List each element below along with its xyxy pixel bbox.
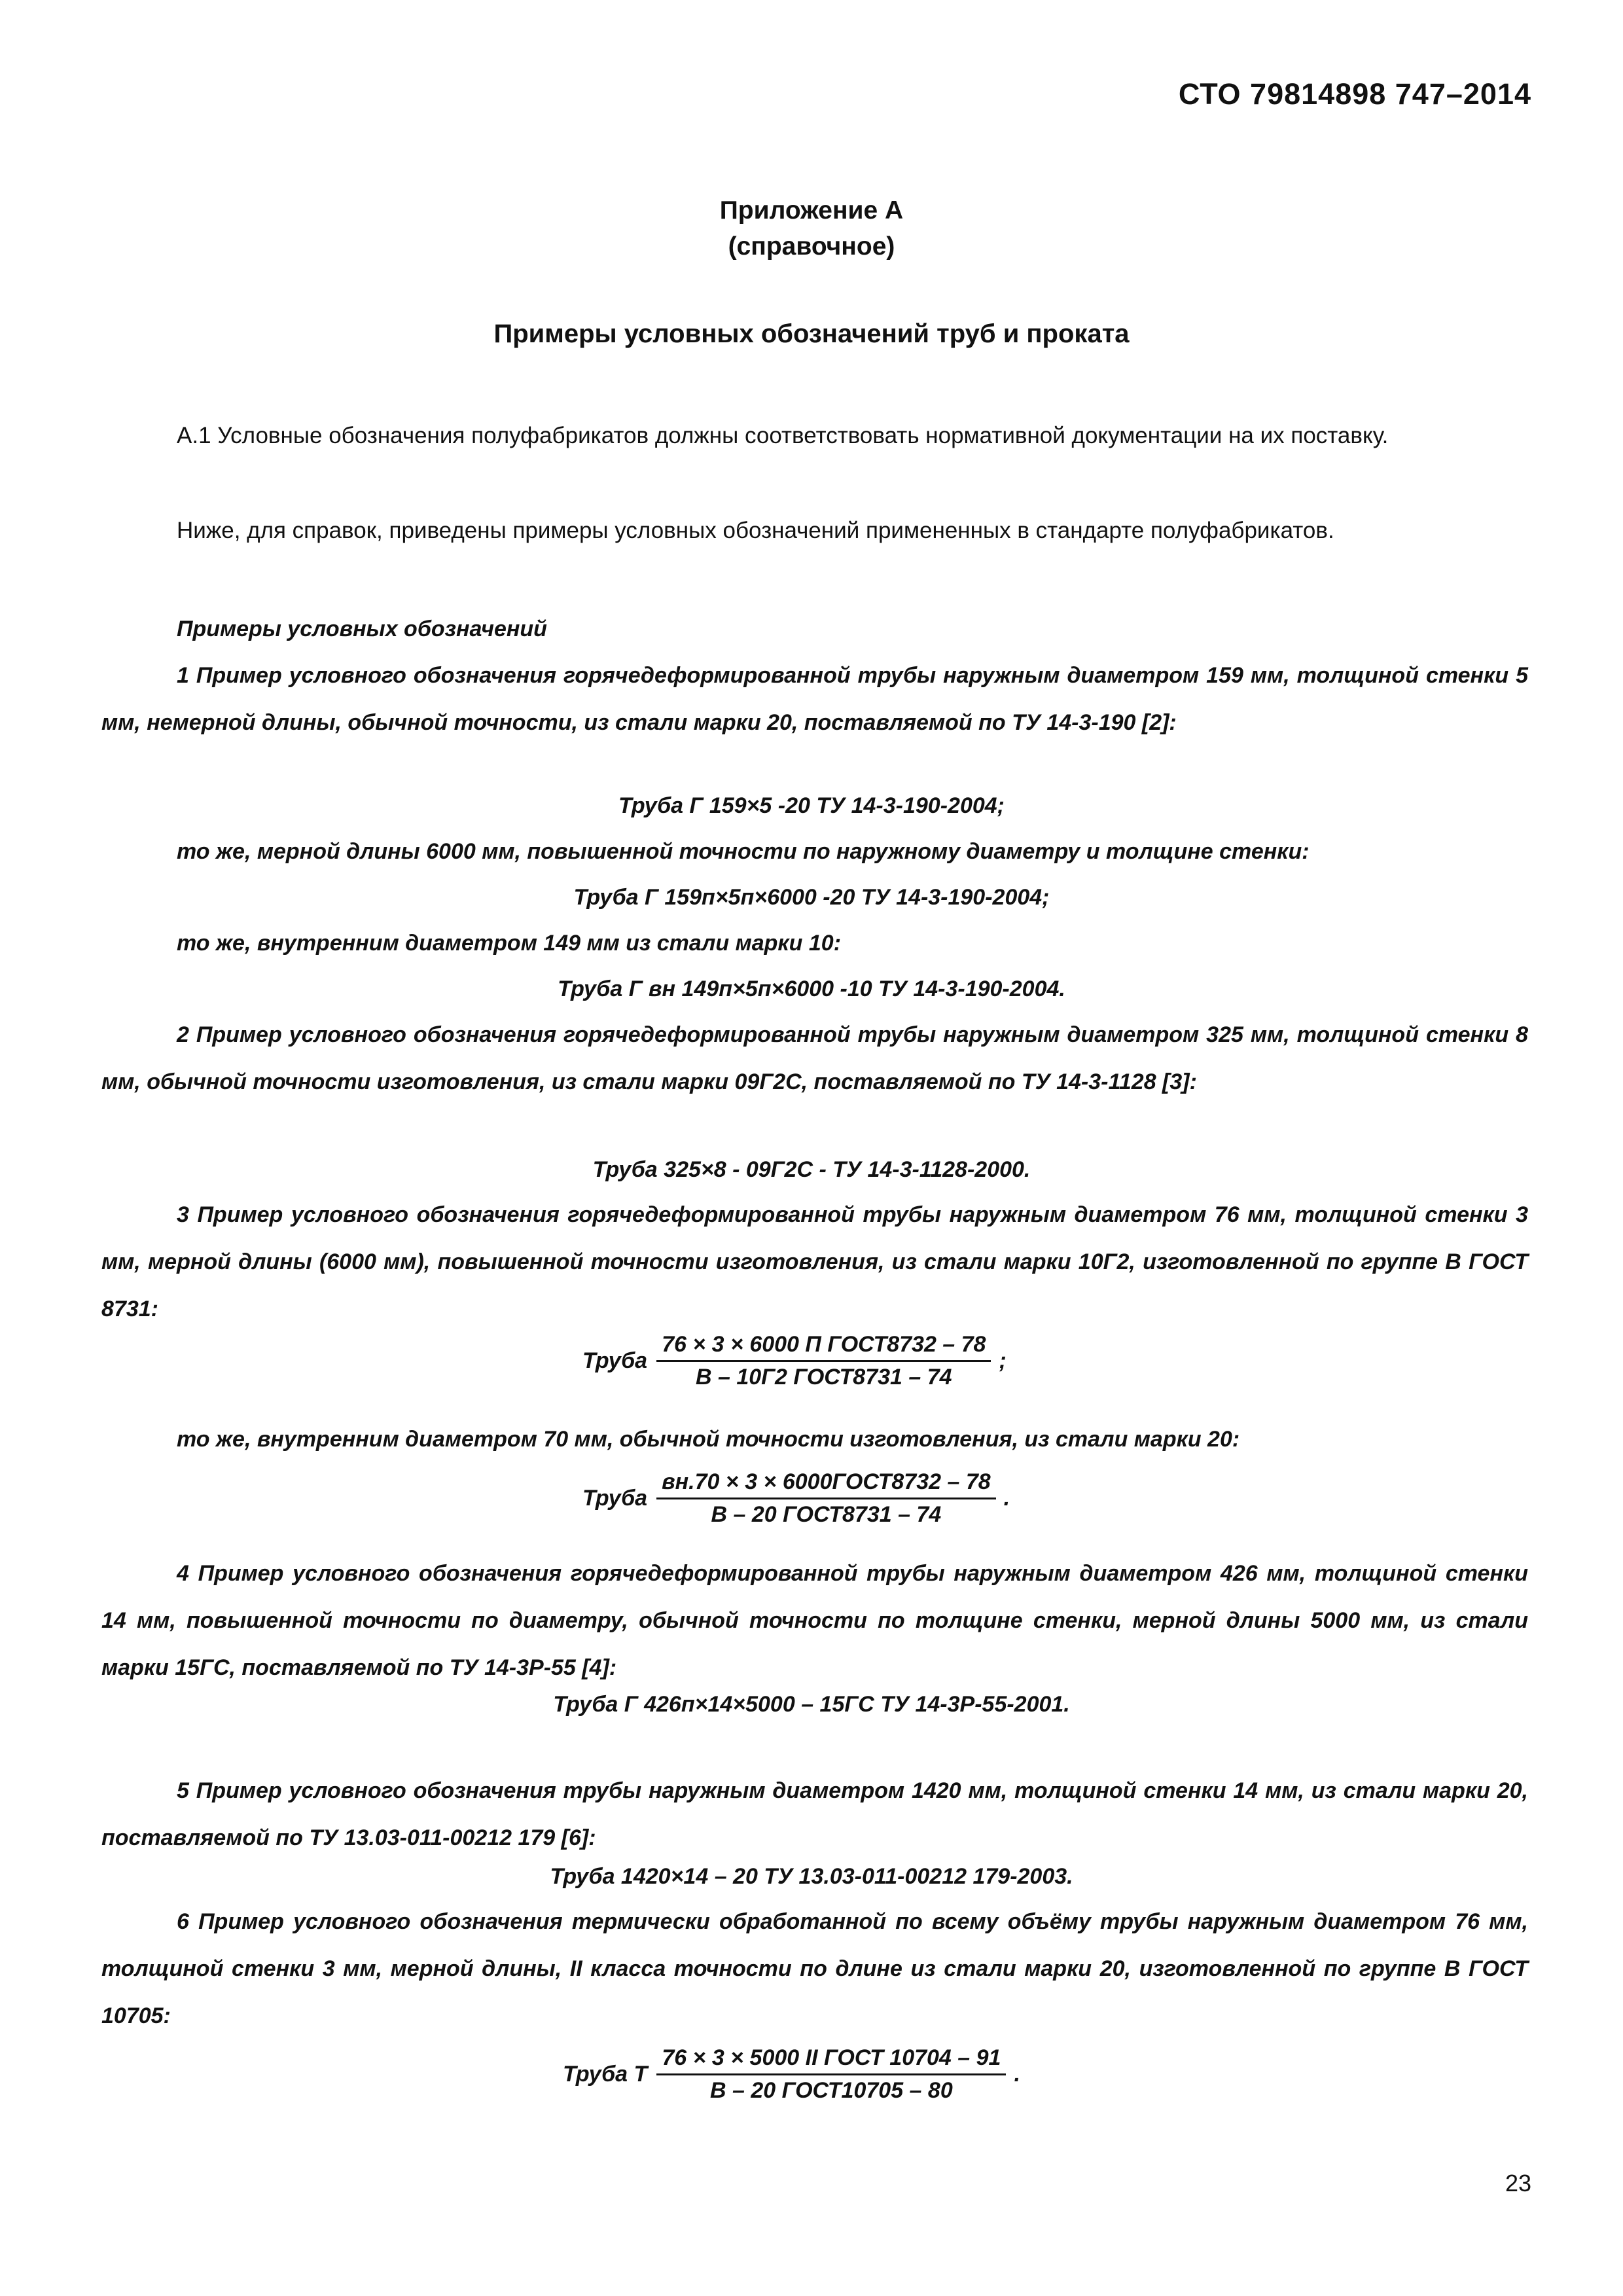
formula-label: Труба <box>582 1348 648 1373</box>
document-code: СТО 79814898 747–2014 <box>1178 77 1531 111</box>
fraction-denominator: В – 10Г2 ГОСТ8731 – 74 <box>696 1365 952 1390</box>
example-3-text: 3 Пример условного обозначения горячедеформированной трубы наружным диаметром 76 мм, толщиной стенки 3 мм, мерной длины (6000 мм), повышенной точности изготовления, из стали марки 10Г2, изготовленной по группе В ГОСТ 8731: <box>101 1202 1528 1321</box>
fraction-denominator: В – 20 ГОСТ8731 – 74 <box>711 1502 942 1527</box>
paragraph-a1: А.1 Условные обозначения полуфабрикатов должны соответствовать нормативной документации на их поставку. <box>177 423 1389 448</box>
example-4-designation: Труба Г 426п×14×5000 – 15ГС ТУ 14-3Р-55-2001. <box>553 1692 1070 1717</box>
fraction-denominator: В – 20 ГОСТ10705 – 80 <box>710 2078 953 2103</box>
example-1-designation-3: Труба Г вн 149п×5п×6000 -10 ТУ 14-3-190-2004. <box>558 977 1065 1001</box>
fraction <box>656 2045 1006 2104</box>
page-number: 23 <box>1505 2170 1531 2197</box>
fraction <box>656 1332 991 1390</box>
example-3-formula-2 <box>582 1469 1010 1528</box>
fraction-numerator: вн.70 × 3 × 6000ГОСТ8732 – 78 <box>656 1469 996 1499</box>
formula-terminator: . <box>1014 2062 1020 2087</box>
example-1-variant-3: то же, внутренним диаметром 149 мм из стали марки 10: <box>177 931 842 956</box>
example-1-variant-2: то же, мерной длины 6000 мм, повышенной точности по наружному диаметру и толщине стенки: <box>177 839 1310 864</box>
examples-heading: Примеры условных обозначений <box>177 617 547 641</box>
example-1-text: 1 Пример условного обозначения горячедеформированной трубы наружным диаметром 159 мм, толщиной стенки 5 мм, немерной длины, обычной точности, из стали марки 20, поставляемой по ТУ 14-3-190 [2]: <box>101 663 1528 735</box>
paragraph-reference: Ниже, для справок, приведены примеры условных обозначений примененных в стандарте полуфабрикатов. <box>177 518 1334 543</box>
example-3-formula-1 <box>582 1332 1007 1390</box>
example-2-text: 2 Пример условного обозначения горячедеформированной трубы наружным диаметром 325 мм, толщиной стенки 8 мм, обычной точности изготовления, из стали марки 09Г2С, поставляемой по ТУ 14-3-1128 [3]: <box>101 1022 1528 1094</box>
example-2-designation: Труба 325×8 - 09Г2С - ТУ 14-3-1128-2000. <box>592 1157 1031 1182</box>
formula-label: Труба Т <box>563 2062 648 2087</box>
example-3-variant-2: то же, внутренним диаметром 70 мм, обычной точности изготовления, из стали марки 20: <box>177 1427 1240 1452</box>
formula-terminator: ; <box>999 1348 1007 1373</box>
appendix-title: Приложение А <box>719 196 904 224</box>
example-6-text: 6 Пример условного обозначения термически обработанной по всему объёму трубы наружным диаметром 76 мм, толщиной стенки 3 мм, мерной длины, II класса точности по длине из стали марки 20, изготовленной по группе В ГОСТ 10705: <box>101 1909 1528 2028</box>
example-1-designation-1: Труба Г 159×5 -20 ТУ 14-3-190-2004; <box>618 793 1005 818</box>
example-4-text: 4 Пример условного обозначения горячедеформированной трубы наружным диаметром 426 мм, толщиной стенки 14 мм, повышенной точности по диаметру, обычной точности по толщине стенки, мерной длины 5000 мм, из стали марки 15ГС, поставляемой по ТУ 14-3Р-55 [4]: <box>101 1561 1528 1680</box>
appendix-subtitle: (справочное) <box>728 232 895 260</box>
example-5-designation: Труба 1420×14 – 20 ТУ 13.03-011-00212 179-2003. <box>550 1864 1073 1889</box>
example-1-designation-2: Труба Г 159п×5п×6000 -20 ТУ 14-3-190-2004; <box>573 885 1050 910</box>
fraction-numerator: 76 × 3 × 6000 П ГОСТ8732 – 78 <box>656 1332 991 1362</box>
fraction <box>656 1469 996 1528</box>
section-heading: Примеры условных обозначений труб и проката <box>493 319 1130 348</box>
example-6-formula <box>563 2045 1020 2104</box>
fraction-numerator: 76 × 3 × 5000 II ГОСТ 10704 – 91 <box>656 2045 1006 2075</box>
example-5-text: 5 Пример условного обозначения трубы наружным диаметром 1420 мм, толщиной стенки 14 мм, из стали марки 20, поставляемой по ТУ 13.03-011-00212 179 [6]: <box>101 1778 1528 1850</box>
formula-label: Труба <box>582 1486 648 1511</box>
formula-terminator: . <box>1003 1486 1010 1511</box>
